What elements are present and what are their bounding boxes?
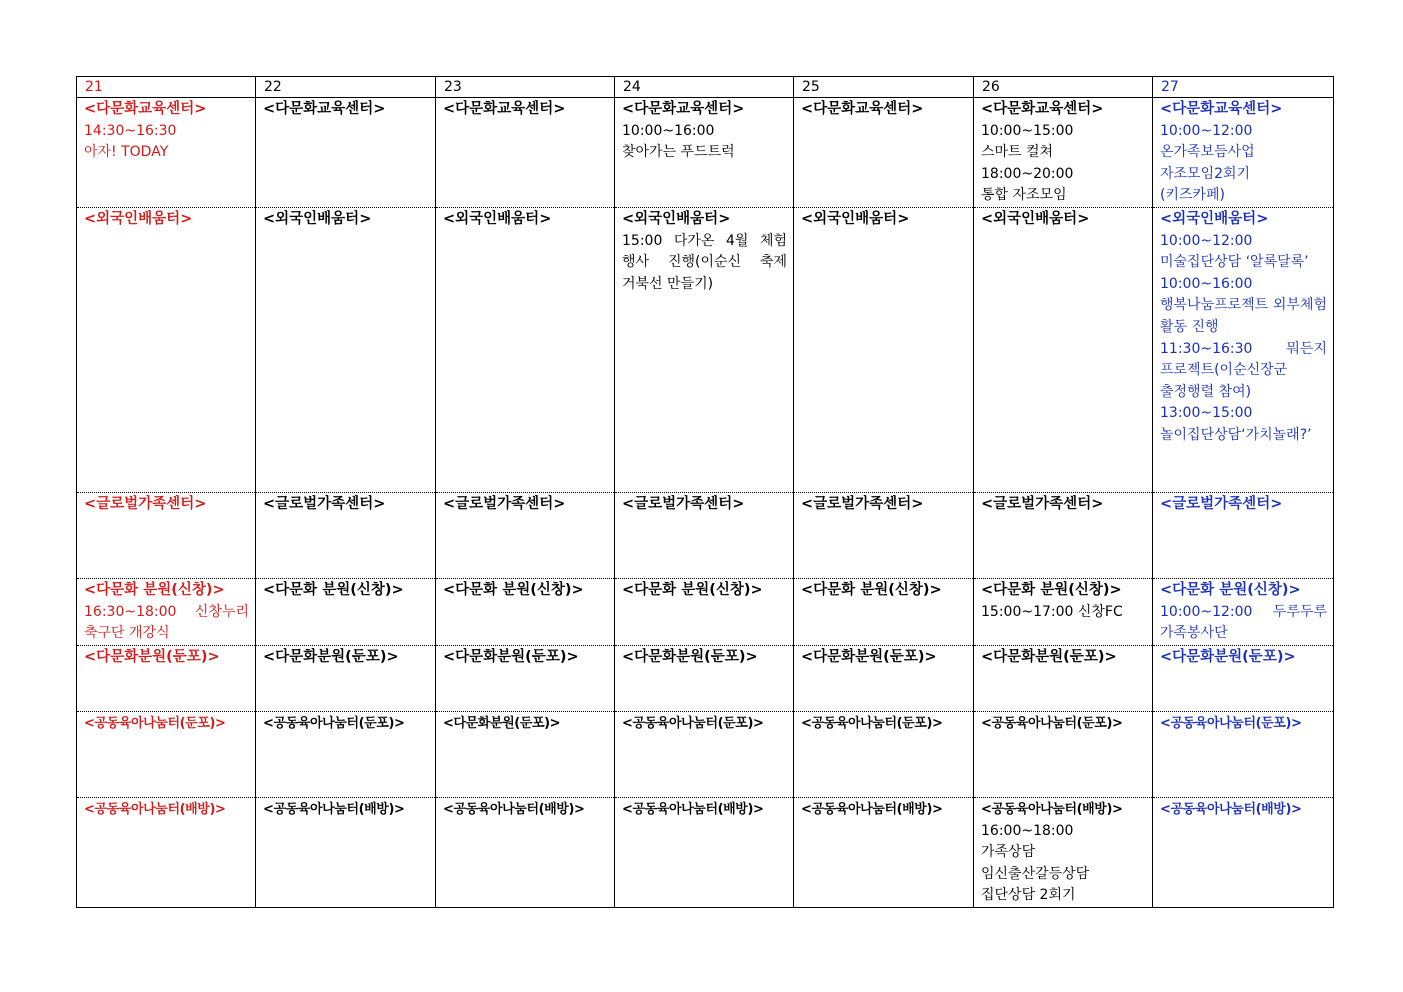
org-name: <다문화교육센터> bbox=[622, 101, 745, 117]
org-name: <공동육아나눔터(배방)> bbox=[1160, 801, 1302, 817]
org-name: <외국인배움터> bbox=[622, 210, 731, 227]
org-name: <다문화 분원(신창)> bbox=[443, 581, 584, 598]
schedule-cell bbox=[256, 797, 436, 907]
org-name: <다문화 분원(신창)> bbox=[263, 581, 404, 598]
schedule-cell bbox=[1153, 711, 1334, 797]
org-name: <다문화 분원(신창)> bbox=[981, 581, 1122, 598]
event-line: 자조모임2회기 bbox=[1160, 165, 1251, 182]
schedule-cell bbox=[615, 492, 794, 578]
org-name: <글로벌가족센터> bbox=[443, 495, 566, 512]
event-line: 10:00~16:00 bbox=[622, 122, 715, 139]
schedule-cell bbox=[77, 98, 256, 208]
schedule-cell bbox=[794, 645, 974, 711]
org-name: <다문화분원(둔포)> bbox=[84, 648, 220, 665]
event-line: 10:00~12:00 bbox=[1160, 122, 1253, 139]
schedule-cell bbox=[256, 98, 436, 208]
event-line: 10:00~16:00 행복나눔프로젝트 외부체험 활동 진행 bbox=[1160, 275, 1327, 335]
org-name: <공동육아나눔터(둔포)> bbox=[801, 715, 943, 731]
org-name: <외국인배움터> bbox=[981, 210, 1090, 227]
schedule-cell bbox=[436, 98, 615, 208]
schedule-cell bbox=[615, 207, 794, 492]
schedule-cell bbox=[615, 797, 794, 907]
org-name: <다문화분원(둔포)> bbox=[443, 648, 579, 665]
event-line: 스마트 컬쳐 bbox=[981, 144, 1054, 161]
org-row bbox=[77, 578, 1334, 645]
schedule-cell bbox=[436, 711, 615, 797]
event-line: 18:00~20:00 bbox=[981, 165, 1074, 182]
schedule-cell bbox=[974, 797, 1153, 907]
org-name: <다문화교육센터> bbox=[443, 101, 566, 117]
event-line: 임신출산갈등상담 bbox=[981, 865, 1090, 882]
org-name: <다문화교육센터> bbox=[84, 101, 207, 117]
org-name: <다문화 분원(신창)> bbox=[622, 581, 763, 598]
org-name: <다문화교육센터> bbox=[1160, 101, 1283, 117]
schedule-cell bbox=[1153, 492, 1334, 578]
event-line: (키즈카페) bbox=[1160, 187, 1226, 204]
org-name: <공동육아나눔터(둔포)> bbox=[263, 715, 405, 731]
day-number: 23 bbox=[436, 77, 615, 98]
schedule-cell bbox=[436, 797, 615, 907]
schedule-cell bbox=[794, 797, 974, 907]
org-name: <공동육아나눔터(둔포)> bbox=[84, 715, 226, 731]
event-line: 가족상담 bbox=[981, 844, 1036, 861]
org-name: <다문화분원(둔포)> bbox=[443, 715, 561, 731]
schedule-cell bbox=[436, 578, 615, 645]
org-row bbox=[77, 645, 1334, 711]
schedule-cell bbox=[974, 492, 1153, 578]
org-name: <외국인배움터> bbox=[1160, 210, 1269, 227]
event-line: 통합 자조모임 bbox=[981, 187, 1067, 204]
schedule-cell bbox=[974, 98, 1153, 208]
org-name: <공동육아나눔터(배방)> bbox=[981, 801, 1123, 817]
day-number: 21 bbox=[77, 77, 256, 98]
day-number: 25 bbox=[794, 77, 974, 98]
org-name: <외국인배움터> bbox=[801, 210, 910, 227]
org-name: <글로벌가족센터> bbox=[622, 495, 745, 512]
org-name: <글로벌가족센터> bbox=[801, 495, 924, 512]
schedule-cell bbox=[256, 711, 436, 797]
org-name: <글로벌가족센터> bbox=[1160, 495, 1283, 512]
event-line: 10:00~12:00 bbox=[1160, 232, 1253, 249]
date-header-row bbox=[77, 77, 1334, 98]
org-row bbox=[77, 207, 1334, 492]
org-row bbox=[77, 492, 1334, 578]
event-line: 놀이집단상담‘가치놀래?’ bbox=[1160, 426, 1312, 443]
schedule-cell bbox=[794, 711, 974, 797]
schedule-cell bbox=[77, 711, 256, 797]
schedule-cell bbox=[77, 645, 256, 711]
org-name: <공동육아나눔터(배방)> bbox=[263, 801, 405, 817]
schedule-cell bbox=[615, 578, 794, 645]
org-name: <다문화 분원(신창)> bbox=[1160, 581, 1301, 598]
schedule-cell bbox=[256, 207, 436, 492]
schedule-cell bbox=[794, 207, 974, 492]
org-row bbox=[77, 98, 1334, 208]
schedule-cell bbox=[1153, 207, 1334, 492]
schedule-cell bbox=[615, 645, 794, 711]
org-name: <다문화분원(둔포)> bbox=[801, 648, 937, 665]
schedule-cell bbox=[436, 645, 615, 711]
org-name: <다문화분원(둔포)> bbox=[622, 648, 758, 665]
event-line: 13:00~15:00 bbox=[1160, 405, 1253, 422]
schedule-cell bbox=[1153, 98, 1334, 208]
org-name: <다문화교육센터> bbox=[801, 101, 924, 117]
org-name: <공동육아나눔터(배방)> bbox=[443, 801, 585, 817]
schedule-cell bbox=[256, 492, 436, 578]
event-line: 14:30~16:30 bbox=[84, 122, 177, 139]
event-line: 10:00~15:00 bbox=[981, 122, 1074, 139]
org-row bbox=[77, 797, 1334, 907]
event-line: 16:30~18:00 신창누리 축구단 개강식 bbox=[84, 603, 249, 642]
org-name: <외국인배움터> bbox=[84, 210, 193, 227]
event-line: 15:00 다가온 4월 체험 행사 진행(이순신 축제 거북선 만들기) bbox=[622, 232, 787, 292]
schedule-cell bbox=[1153, 578, 1334, 645]
schedule-cell bbox=[1153, 645, 1334, 711]
schedule-cell bbox=[77, 797, 256, 907]
org-name: <공동육아나눔터(배방)> bbox=[622, 801, 764, 817]
org-name: <다문화분원(둔포)> bbox=[1160, 648, 1296, 665]
event-line: 10:00~12:00 두루두루 가족봉사단 bbox=[1160, 603, 1327, 642]
org-name: <공동육아나눔터(둔포)> bbox=[622, 715, 764, 731]
org-row bbox=[77, 711, 1334, 797]
org-name: <다문화교육센터> bbox=[263, 101, 386, 117]
org-name: <다문화 분원(신창)> bbox=[801, 581, 942, 598]
event-line: 집단상담 2회기 bbox=[981, 887, 1076, 904]
schedule-cell bbox=[974, 207, 1153, 492]
org-name: <공동육아나눔터(배방)> bbox=[84, 801, 226, 817]
schedule-cell bbox=[77, 578, 256, 645]
event-line: 아자! TODAY bbox=[84, 144, 169, 161]
day-number: 26 bbox=[974, 77, 1153, 98]
calendar-week-table bbox=[76, 76, 1334, 908]
schedule-cell bbox=[256, 645, 436, 711]
org-name: <글로벌가족센터> bbox=[84, 495, 207, 512]
org-name: <다문화 분원(신창)> bbox=[84, 581, 225, 598]
org-name: <다문화교육센터> bbox=[981, 101, 1104, 117]
schedule-cell bbox=[794, 492, 974, 578]
schedule-cell bbox=[1153, 797, 1334, 907]
schedule-cell bbox=[974, 645, 1153, 711]
schedule-cell bbox=[436, 207, 615, 492]
schedule-cell bbox=[794, 578, 974, 645]
event-line: 미술집단상담 ‘알록달록’ bbox=[1160, 254, 1309, 271]
org-name: <다문화분원(둔포)> bbox=[263, 648, 399, 665]
schedule-cell bbox=[615, 711, 794, 797]
day-number: 24 bbox=[615, 77, 794, 98]
org-name: <글로벌가족센터> bbox=[981, 495, 1104, 512]
schedule-cell bbox=[615, 98, 794, 208]
schedule-cell bbox=[256, 578, 436, 645]
schedule-cell bbox=[77, 492, 256, 578]
org-name: <공동육아나눔터(둔포)> bbox=[981, 715, 1123, 731]
org-name: <공동육아나눔터(배방)> bbox=[801, 801, 943, 817]
org-name: <다문화분원(둔포)> bbox=[981, 648, 1117, 665]
event-line: 온가족보듬사업 bbox=[1160, 144, 1255, 161]
schedule-cell bbox=[436, 492, 615, 578]
event-line: 찾아가는 푸드트럭 bbox=[622, 144, 735, 161]
day-number: 27 bbox=[1153, 77, 1334, 98]
org-name: <외국인배움터> bbox=[443, 210, 552, 227]
event-line: 11:30~16:30 뭐든지 프로젝트(이순신장군 출정행렬 참여) bbox=[1160, 340, 1327, 400]
schedule-cell bbox=[974, 578, 1153, 645]
org-name: <공동육아나눔터(둔포)> bbox=[1160, 715, 1302, 731]
event-line: 16:00~18:00 bbox=[981, 822, 1074, 839]
schedule-cell bbox=[794, 98, 974, 208]
schedule-cell bbox=[974, 711, 1153, 797]
event-line: 15:00~17:00 신창FC bbox=[981, 603, 1123, 620]
schedule-cell bbox=[77, 207, 256, 492]
org-name: <외국인배움터> bbox=[263, 210, 372, 227]
day-number: 22 bbox=[256, 77, 436, 98]
org-name: <글로벌가족센터> bbox=[263, 495, 386, 512]
